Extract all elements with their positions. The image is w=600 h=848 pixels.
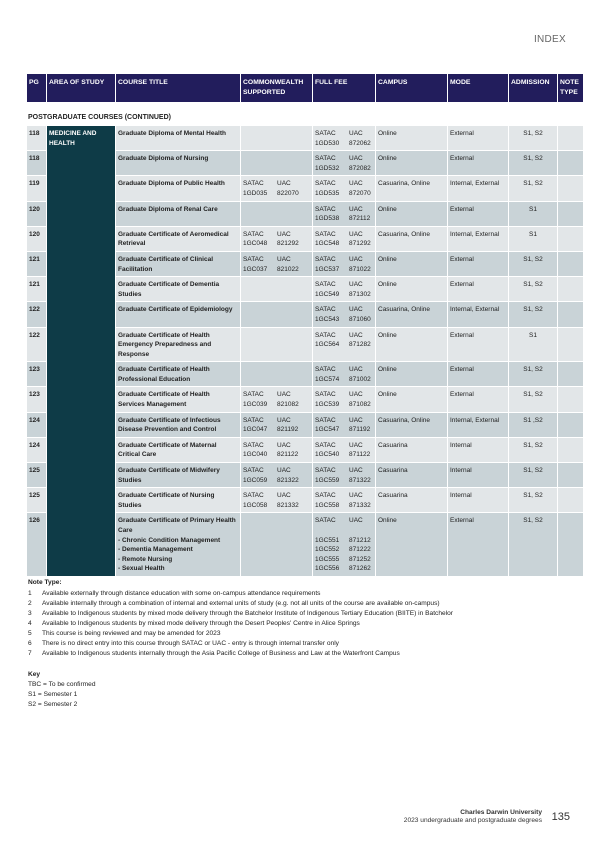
uac-label: UAC xyxy=(349,205,363,213)
footer xyxy=(404,809,542,825)
commonwealth-supported-cell xyxy=(241,513,312,576)
satac-label: SATAC xyxy=(243,467,264,475)
note-type-item xyxy=(28,609,453,619)
uac-label: UAC xyxy=(277,255,291,263)
admission-cell: S1, S2 xyxy=(509,387,557,411)
uac-code: 822070 xyxy=(277,189,299,197)
campus-cell: Online xyxy=(376,328,447,362)
footer-subtitle: 2023 undergraduate and postgraduate degrees xyxy=(403,817,542,824)
commonwealth-supported-cell xyxy=(241,126,312,150)
note-type-cell xyxy=(558,513,583,576)
uac-label: UAC xyxy=(277,492,291,500)
satac-label: SATAC xyxy=(315,205,336,213)
campus-cell: Online xyxy=(376,387,447,411)
commonwealth-supported-cell xyxy=(241,463,312,487)
commonwealth-supported-cell xyxy=(241,362,312,386)
pg-cell: 120 xyxy=(27,227,46,251)
mode-cell: Internal, External xyxy=(448,176,508,200)
admission-cell: S1 xyxy=(509,328,557,362)
satac-label: SATAC xyxy=(315,517,336,525)
note-text: This course is being reviewed and may be amended for 2023 xyxy=(42,630,221,637)
admission-cell: S1, S2 xyxy=(509,277,557,301)
satac-label: SATAC xyxy=(315,331,336,339)
satac-code: 1GC537 xyxy=(315,265,340,273)
satac-label: SATAC xyxy=(243,492,264,500)
pg-cell: 119 xyxy=(27,176,46,200)
satac-code: 1GC058 xyxy=(243,501,268,509)
uac-label: UAC xyxy=(349,467,363,475)
satac-label: SATAC xyxy=(315,281,336,289)
col-header-title: COURSE TITLE xyxy=(116,74,240,102)
mode-cell: Internal xyxy=(448,488,508,512)
satac-label: SATAC xyxy=(243,416,264,424)
uac-code: 872070 xyxy=(349,189,371,197)
satac-label: SATAC xyxy=(315,492,336,500)
admission-cell: S1, S2 xyxy=(509,362,557,386)
pg-cell: 122 xyxy=(27,302,46,326)
uac-code: 871022 xyxy=(349,265,371,273)
admission-cell: S1, S2 xyxy=(509,513,557,576)
col-header-campus: CAMPUS xyxy=(376,74,447,102)
uac-code: 871222 xyxy=(349,546,371,554)
note-number: 4 xyxy=(28,620,32,627)
footer-org: Charles Darwin University xyxy=(460,809,542,816)
pg-cell: 123 xyxy=(27,362,46,386)
mode-cell: External xyxy=(448,387,508,411)
admission-cell: S1, S2 xyxy=(509,488,557,512)
note-type-cell xyxy=(558,413,583,437)
course-title-cell: Graduate Diploma of Nursing xyxy=(116,151,240,175)
full-fee-cell xyxy=(313,126,375,150)
pg-cell: 118 xyxy=(27,126,46,150)
note-type-item xyxy=(28,619,453,629)
satac-code: 1GC540 xyxy=(315,451,340,459)
satac-code: 1GC556 xyxy=(315,565,340,573)
uac-code: 871292 xyxy=(349,240,371,248)
satac-code: 1GC547 xyxy=(315,426,340,434)
course-title-cell: Graduate Diploma of Mental Health xyxy=(116,126,240,150)
uac-code: 821292 xyxy=(277,240,299,248)
satac-code: 1GD532 xyxy=(315,164,340,172)
admission-cell: S1, S2 xyxy=(509,302,557,326)
uac-code: 871252 xyxy=(349,555,371,563)
course-title-cell: Graduate Certificate of Health Services Management xyxy=(116,387,240,411)
note-number: 5 xyxy=(28,630,32,637)
campus-cell: Casuarina xyxy=(376,463,447,487)
course-title-cell: Graduate Diploma of Renal Care xyxy=(116,202,240,226)
satac-code: 1GC039 xyxy=(243,401,268,409)
specialisation: - Chronic Condition Management xyxy=(118,536,221,544)
uac-label: UAC xyxy=(349,366,363,374)
campus-cell: Casuarina xyxy=(376,438,447,462)
full-fee-cell xyxy=(313,488,375,512)
note-text: Available internally through a combination of internal and external units of study (e.g. not all units of the course are available on-campus) xyxy=(42,600,440,607)
uac-label: UAC xyxy=(277,441,291,449)
pg-cell: 121 xyxy=(27,252,46,276)
satac-label: SATAC xyxy=(243,180,264,188)
satac-label: SATAC xyxy=(315,306,336,314)
satac-code: 1GD035 xyxy=(243,189,268,197)
uac-label: UAC xyxy=(349,492,363,500)
uac-code: 871302 xyxy=(349,290,371,298)
course-title-cell: Graduate Certificate of Epidemiology xyxy=(116,302,240,326)
satac-label: SATAC xyxy=(315,441,336,449)
admission-cell: S1, S2 xyxy=(509,151,557,175)
key-item: S1 = Semester 1 xyxy=(28,691,78,698)
uac-label: UAC xyxy=(349,331,363,339)
satac-label: SATAC xyxy=(315,467,336,475)
uac-label: UAC xyxy=(277,180,291,188)
admission-cell: S1 xyxy=(509,227,557,251)
commonwealth-supported-cell xyxy=(241,277,312,301)
mode-cell: Internal, External xyxy=(448,413,508,437)
satac-code: 1GD538 xyxy=(315,215,340,223)
uac-label: UAC xyxy=(349,155,363,163)
satac-code: 1GC559 xyxy=(315,476,340,484)
full-fee-cell xyxy=(313,387,375,411)
commonwealth-supported-cell xyxy=(241,488,312,512)
course-title-cell: Graduate Certificate of Clinical Facilitation xyxy=(116,252,240,276)
note-type-cell xyxy=(558,387,583,411)
uac-code: 821122 xyxy=(277,451,299,459)
satac-label: SATAC xyxy=(243,230,264,238)
satac-label: SATAC xyxy=(243,441,264,449)
note-type-item xyxy=(28,639,453,649)
mode-cell: External xyxy=(448,151,508,175)
course-title-cell: Graduate Certificate of Maternal Critical Care xyxy=(116,438,240,462)
pg-cell: 124 xyxy=(27,413,46,437)
commonwealth-supported-cell xyxy=(241,302,312,326)
uac-code: 821022 xyxy=(277,265,299,273)
note-text: Available to Indigenous students by mixed mode delivery through the Desert Peoples' Centre in Alice Springs xyxy=(42,620,360,627)
mode-cell: Internal, External xyxy=(448,302,508,326)
pg-cell: 123 xyxy=(27,387,46,411)
uac-code: 871322 xyxy=(349,476,371,484)
note-types xyxy=(28,578,453,659)
course-title-cell: Graduate Diploma of Public Health xyxy=(116,176,240,200)
course-title-cell: Graduate Certificate of Dementia Studies xyxy=(116,277,240,301)
uac-label: UAC xyxy=(349,441,363,449)
uac-code: 871282 xyxy=(349,341,371,349)
note-type-cell xyxy=(558,328,583,362)
uac-label: UAC xyxy=(277,230,291,238)
satac-label: SATAC xyxy=(315,255,336,263)
pg-cell: 121 xyxy=(27,277,46,301)
satac-code: 1GC037 xyxy=(243,265,268,273)
campus-cell: Online xyxy=(376,277,447,301)
commonwealth-supported-cell xyxy=(241,151,312,175)
mode-cell: Internal xyxy=(448,463,508,487)
campus-cell: Online xyxy=(376,362,447,386)
uac-code: 871262 xyxy=(349,565,371,573)
note-type-item xyxy=(28,589,453,599)
satac-label: SATAC xyxy=(243,255,264,263)
pg-cell: 122 xyxy=(27,328,46,362)
col-header-area: AREA OF STUDY xyxy=(47,74,115,102)
pg-cell: 120 xyxy=(27,202,46,226)
admission-cell: S1, S2 xyxy=(509,176,557,200)
note-number: 3 xyxy=(28,610,32,617)
uac-code: 871122 xyxy=(349,451,371,459)
course-title-cell xyxy=(116,513,240,576)
note-number: 2 xyxy=(28,600,32,607)
admission-cell: S1, S2 xyxy=(509,438,557,462)
note-type-cell xyxy=(558,362,583,386)
course-title-cell: Graduate Certificate of Nursing Studies xyxy=(116,488,240,512)
note-text: There is no direct entry into this course through SATAC or UAC - entry is through internal transfer only xyxy=(42,640,339,647)
satac-code: 1GC059 xyxy=(243,476,268,484)
note-text: Available to Indigenous students by mixed mode delivery through the Batchelor Institute of Indigenous Tertiary Education (BIITE) in Batchelor xyxy=(42,610,454,617)
area-of-study-cell: MEDICINE AND HEALTH xyxy=(47,126,115,576)
commonwealth-supported-cell xyxy=(241,413,312,437)
full-fee-cell xyxy=(313,438,375,462)
full-fee-cell xyxy=(313,513,375,576)
uac-code: 872112 xyxy=(349,215,371,223)
campus-cell: Casuarina, Online xyxy=(376,227,447,251)
note-type-cell xyxy=(558,126,583,150)
note-type-cell xyxy=(558,252,583,276)
commonwealth-supported-cell xyxy=(241,328,312,362)
pg-cell: 124 xyxy=(27,438,46,462)
uac-code: 871192 xyxy=(349,426,371,434)
uac-label: UAC xyxy=(349,517,363,525)
uac-label: UAC xyxy=(349,180,363,188)
satac-label: SATAC xyxy=(315,130,336,137)
satac-code: 1GC548 xyxy=(315,240,340,248)
table-row xyxy=(27,126,583,150)
full-fee-cell xyxy=(313,151,375,175)
satac-label: SATAC xyxy=(315,155,336,163)
uac-code: 821332 xyxy=(277,501,299,509)
uac-code: 871002 xyxy=(349,375,371,383)
course-title-cell: Graduate Certificate of Infectious Disease Prevention and Control xyxy=(116,413,240,437)
note-type-item xyxy=(28,629,453,639)
note-number: 6 xyxy=(28,640,32,647)
admission-cell: S1, S2 xyxy=(509,463,557,487)
uac-label: UAC xyxy=(277,416,291,424)
commonwealth-supported-cell xyxy=(241,202,312,226)
full-fee-cell xyxy=(313,277,375,301)
commonwealth-supported-cell xyxy=(241,176,312,200)
full-fee-cell xyxy=(313,302,375,326)
campus-cell: Online xyxy=(376,513,447,576)
satac-code: 1GD530 xyxy=(315,139,340,147)
key-item: S2 = Semester 2 xyxy=(28,701,78,708)
uac-label: UAC xyxy=(277,467,291,475)
specialisation: - Dementia Management xyxy=(118,546,193,554)
satac-label: SATAC xyxy=(315,180,336,188)
mode-cell: External xyxy=(448,513,508,576)
key-item: TBC = To be confirmed xyxy=(28,681,96,688)
pg-cell: 125 xyxy=(27,463,46,487)
pg-cell: 126 xyxy=(27,513,46,576)
col-header-mode: MODE xyxy=(448,74,508,102)
col-header-commonwealth: COMMONWEALTH SUPPORTED xyxy=(241,74,312,102)
mode-cell: External xyxy=(448,202,508,226)
course-title: Graduate Certificate of Primary Health Care xyxy=(118,517,236,534)
key-legend xyxy=(28,670,96,710)
col-header-full-fee: FULL FEE xyxy=(313,74,375,102)
satac-label: SATAC xyxy=(315,366,336,374)
satac-code: 1GC555 xyxy=(315,555,340,563)
full-fee-cell xyxy=(313,463,375,487)
note-type-cell xyxy=(558,463,583,487)
satac-code: 1GC543 xyxy=(315,315,340,323)
pg-cell: 118 xyxy=(27,151,46,175)
satac-label: SATAC xyxy=(315,416,336,424)
mode-cell: External xyxy=(448,126,508,150)
full-fee-cell xyxy=(313,362,375,386)
note-type-cell xyxy=(558,438,583,462)
uac-code: 821082 xyxy=(277,401,299,409)
note-type-cell xyxy=(558,176,583,200)
mode-cell: External xyxy=(448,252,508,276)
note-type-item xyxy=(28,649,453,659)
pg-cell: 125 xyxy=(27,488,46,512)
satac-code: 1GC549 xyxy=(315,290,340,298)
satac-code: 1GD535 xyxy=(315,189,340,197)
commonwealth-supported-cell xyxy=(241,387,312,411)
campus-cell: Online xyxy=(376,151,447,175)
uac-code: 871332 xyxy=(349,501,371,509)
mode-cell: Internal xyxy=(448,438,508,462)
uac-code: 872082 xyxy=(349,164,371,172)
campus-cell: Casuarina xyxy=(376,488,447,512)
course-title-cell: Graduate Certificate of Midwifery Studies xyxy=(116,463,240,487)
uac-label: UAC xyxy=(277,391,291,399)
uac-code: 872062 xyxy=(349,139,371,147)
campus-cell: Online xyxy=(376,252,447,276)
note-type-cell xyxy=(558,277,583,301)
uac-code: 821322 xyxy=(277,476,299,484)
key-title: Key xyxy=(28,671,41,678)
satac-label: SATAC xyxy=(315,230,336,238)
course-title-cell: Graduate Certificate of Health Professional Education xyxy=(116,362,240,386)
campus-cell: Online xyxy=(376,202,447,226)
satac-label: SATAC xyxy=(315,391,336,399)
uac-label: UAC xyxy=(349,255,363,263)
uac-code: 871212 xyxy=(349,536,371,544)
uac-code: 871060 xyxy=(349,315,371,323)
uac-label: UAC xyxy=(349,130,363,137)
note-type-cell xyxy=(558,202,583,226)
page-number: 135 xyxy=(551,811,570,823)
note-text: Available to Indigenous students internally through the Asia Pacific College of Business and Law at the Waterfront Campus xyxy=(42,650,400,657)
full-fee-cell xyxy=(313,252,375,276)
uac-code: 871082 xyxy=(349,401,371,409)
full-fee-cell xyxy=(313,328,375,362)
satac-code: 1GC048 xyxy=(243,240,268,248)
full-fee-cell xyxy=(313,413,375,437)
campus-cell: Casuarina, Online xyxy=(376,176,447,200)
full-fee-cell xyxy=(313,202,375,226)
note-type-cell xyxy=(558,302,583,326)
admission-cell: S1 ,S2 xyxy=(509,413,557,437)
admission-cell: S1, S2 xyxy=(509,126,557,150)
mode-cell: External xyxy=(448,277,508,301)
satac-code: 1GC539 xyxy=(315,401,340,409)
uac-label: UAC xyxy=(349,391,363,399)
note-type-cell xyxy=(558,488,583,512)
satac-label: SATAC xyxy=(243,391,264,399)
uac-label: UAC xyxy=(349,306,363,314)
uac-label: UAC xyxy=(349,416,363,424)
course-table xyxy=(26,125,584,577)
commonwealth-supported-cell xyxy=(241,252,312,276)
col-header-note-type: NOTE TYPE xyxy=(558,74,583,102)
index-label[interactable]: INDEX xyxy=(533,34,566,45)
mode-cell: Internal, External xyxy=(448,227,508,251)
note-types-title: Note Type: xyxy=(28,579,62,586)
full-fee-cell xyxy=(313,227,375,251)
satac-code: 1GC047 xyxy=(243,426,268,434)
campus-cell: Casuarina, Online xyxy=(376,413,447,437)
commonwealth-supported-cell xyxy=(241,227,312,251)
note-type-cell xyxy=(558,151,583,175)
mode-cell: External xyxy=(448,328,508,362)
commonwealth-supported-cell xyxy=(241,438,312,462)
campus-cell: Online xyxy=(376,126,447,150)
note-type-item xyxy=(28,599,453,609)
satac-code: 1GC558 xyxy=(315,501,340,509)
col-header-pg: PG xyxy=(27,74,46,102)
uac-code: 821192 xyxy=(277,426,299,434)
satac-code: 1GC552 xyxy=(315,546,340,554)
satac-code: 1GC551 xyxy=(315,536,340,544)
campus-cell: Casuarina, Online xyxy=(376,302,447,326)
satac-code: 1GC564 xyxy=(315,341,340,349)
admission-cell: S1 xyxy=(509,202,557,226)
note-number: 1 xyxy=(28,590,32,597)
note-type-cell xyxy=(558,227,583,251)
mode-cell: External xyxy=(448,362,508,386)
satac-code: 1GC574 xyxy=(315,375,340,383)
note-text: Available externally through distance education with some on-campus attendance requirements xyxy=(42,590,321,597)
specialisation: - Remote Nursing xyxy=(118,555,173,563)
full-fee-cell xyxy=(313,176,375,200)
admission-cell: S1, S2 xyxy=(509,252,557,276)
course-title-cell: Graduate Certificate of Aeromedical Retrieval xyxy=(116,227,240,251)
uac-label: UAC xyxy=(349,281,363,289)
satac-code: 1GC040 xyxy=(243,451,268,459)
uac-label: UAC xyxy=(349,230,363,238)
section-title: POSTGRADUATE COURSES (CONTINUED) xyxy=(28,114,171,121)
col-header-admission: ADMISSION xyxy=(509,74,557,102)
specialisation: - Sexual Health xyxy=(118,565,165,573)
table-header xyxy=(26,74,584,102)
note-number: 7 xyxy=(28,650,32,657)
course-title-cell: Graduate Certificate of Health Emergency Preparedness and Response xyxy=(116,328,240,362)
